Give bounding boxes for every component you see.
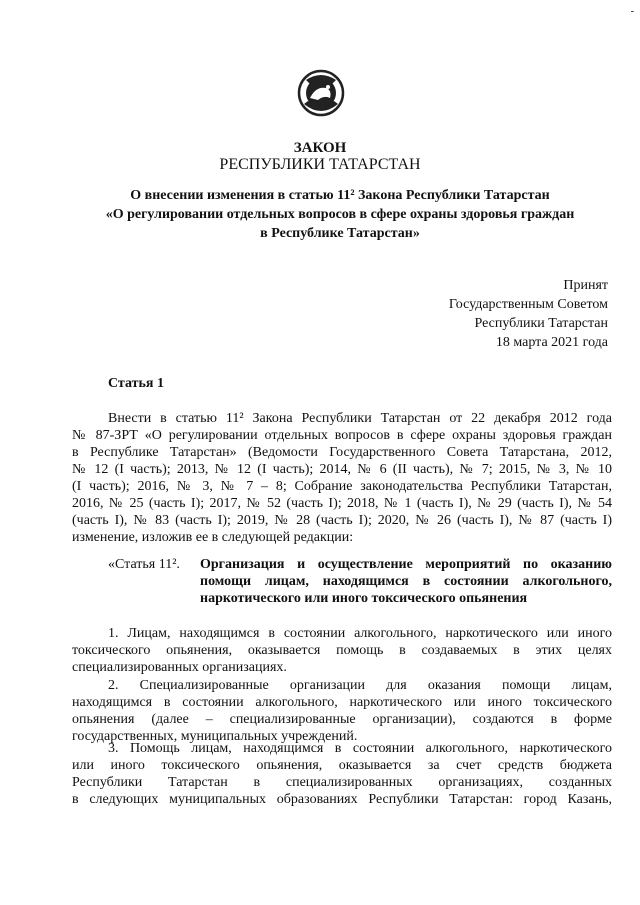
heading-line: в Республике Татарстан»	[260, 226, 420, 241]
corner-mark: -	[630, 6, 634, 17]
adoption-block	[449, 276, 608, 352]
paragraph-1	[72, 625, 612, 676]
text-line: опьянения (далее – специализированные организации), создаются в форме	[72, 712, 612, 727]
text-line: изменение, изложив ее в следующей редакции:	[72, 530, 354, 545]
article-1-label: Статья 1	[108, 376, 164, 391]
heading-line: О внесении изменения в статью 11² Закона Республики Татарстан	[130, 188, 550, 203]
law-word: ЗАКОН	[293, 140, 347, 156]
text-line: 2016, № 25 (часть I); 2017, № 52 (часть I); 2018, № 1 (часть I), № 29 (часть I), № 54	[72, 496, 612, 511]
text-line: токсического опьянения, оказывается помощь в создаваемых в этих целях	[72, 643, 612, 658]
text-line: 1. Лицам, находящимся в состоянии алкогольного, наркотического или иного	[108, 626, 612, 641]
paragraph-2	[72, 677, 612, 745]
intro-paragraph	[72, 410, 612, 546]
title-line: Организация и осуществление мероприятий по оказанию	[200, 557, 612, 572]
text-line: в Республике Татарстан» (Ведомости Государственного Совета Татарстана, 2012,	[72, 445, 612, 460]
text-line: № 87-ЗРТ «О регулировании отдельных вопросов в сфере охраны здоровья граждан	[72, 428, 612, 443]
adoption-line: Принят	[563, 278, 608, 293]
adoption-date: 18 марта 2021 года	[495, 335, 608, 350]
title-line: наркотического или иного токсического опьянения	[200, 591, 528, 606]
article-11-2-label: «Статья 11².	[108, 557, 180, 572]
text-line: в следующих муниципальных образованиях Республики Татарстан: город Казань,	[72, 792, 612, 807]
text-line: (часть I), № 83 (часть I); 2019, № 28 (часть I); 2020, № 26 (часть I), № 87 (часть I)	[72, 513, 612, 528]
text-line: (I часть); 2016, № 3, № 7 – 8; Собрание законодательства Республики Татарстан,	[72, 479, 612, 494]
text-line: 3. Помощь лицам, находящимся в состоянии алкогольного, наркотического	[108, 741, 612, 756]
adoption-line: Государственным Советом	[448, 297, 608, 312]
title-line: помощи лицам, находящимся в состоянии алкогольного,	[200, 574, 612, 589]
republic-name: РЕСПУБЛИКИ ТАТАРСТАН	[219, 156, 421, 173]
text-line: специализированных организациях.	[72, 660, 287, 675]
article-11-2-title	[200, 556, 612, 607]
text-line: Внести в статью 11² Закона Республики Татарстан от 22 декабря 2012 года	[108, 411, 612, 426]
text-line: государственных, муниципальных учреждений.	[72, 729, 358, 744]
coat-of-arms-icon	[296, 68, 346, 118]
heading-line: «О регулировании отдельных вопросов в сфере охраны здоровья граждан	[105, 207, 575, 222]
text-line: или иного токсического опьянения, оказывается за счет средств бюджета	[72, 758, 612, 773]
adoption-line: Республики Татарстан	[474, 316, 608, 331]
law-heading	[60, 186, 620, 243]
text-line: Республики Татарстан в специализированных организациях, созданных	[72, 775, 612, 790]
text-line: находящимся в состоянии алкогольного, наркотического или иного токсического	[72, 695, 612, 710]
text-line: № 12 (I часть); 2013, № 12 (I часть); 2014, № 6 (II часть), № 7; 2015, № 3, № 10	[72, 462, 612, 477]
paragraph-3	[72, 740, 612, 808]
text-line: 2. Специализированные организации для оказания помощи лицам,	[108, 678, 612, 693]
